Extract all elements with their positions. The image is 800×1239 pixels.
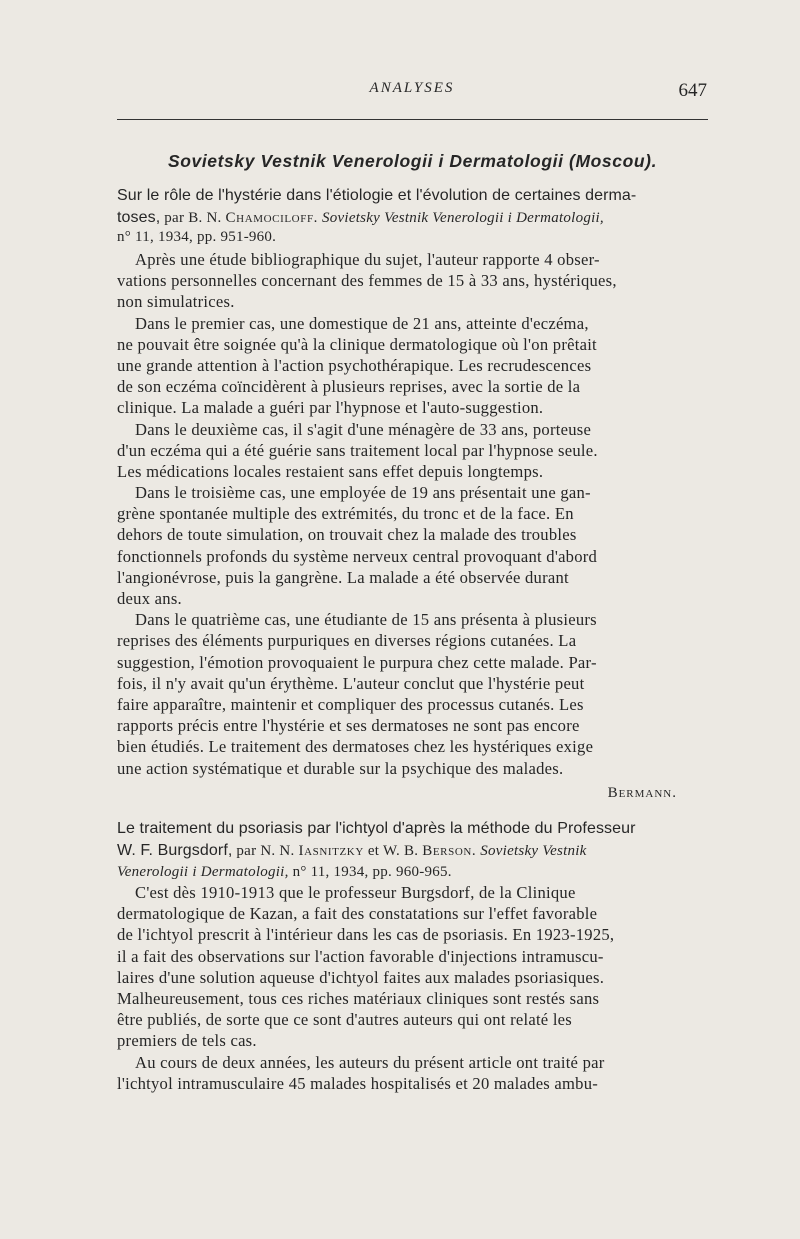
- body-line: vations personnelles concernant des femmes de 15 à 33 ans, hystériques,: [117, 271, 617, 291]
- body-line: grène spontanée multiple des extrémités, du tronc et de la face. En: [117, 504, 574, 524]
- body-line: C'est dès 1910-1913 que le professeur Burgsdorf, de la Clinique: [135, 883, 576, 902]
- article-1-signature: Bermann.: [607, 785, 677, 801]
- body-line: d'un eczéma qui a été guérie sans traitement local par l'hypnose seule.: [117, 440, 598, 460]
- article-1-title-end: toses,: [117, 209, 161, 227]
- body-line: non simulatrices.: [117, 292, 235, 312]
- body-line: reprises des éléments purpuriques en diverses régions cutanées. La: [117, 631, 577, 651]
- body-line: Après une étude bibliographique du sujet, l'auteur rapporte 4 obser-: [135, 250, 600, 269]
- body-line: ne pouvait être soignée qu'à la clinique dermatologique où l'on prêtait: [117, 334, 597, 354]
- article-1-title-line-1: Sur le rôle de l'hystérie dans l'étiologie et l'évolution de certaines derma-: [117, 187, 637, 204]
- body-line: être publiés, de sorte que ce sont d'autres auteurs qui ont relaté les: [117, 1010, 573, 1030]
- article-2-et: et W. B.: [363, 843, 423, 860]
- body-line: Dans le quatrième cas, une étudiante de 15 ans présenta à plusieurs: [135, 610, 597, 630]
- article-2-title-line-1: Le traitement du psoriasis par l'ichtyol d'après la méthode du Professeur: [117, 820, 636, 837]
- body-line: Malheureusement, tous ces riches matériaux cliniques sont restés sans: [117, 988, 600, 1008]
- article-2-body: [117, 882, 729, 1094]
- article-1-body: [117, 249, 729, 779]
- body-line: l'ichtyol intramusculaire 45 malades hospitalisés et 20 malades ambu-: [117, 1073, 599, 1093]
- body-line: bien étudiés. Le traitement des dermatoses chez les hystériques exige: [117, 737, 594, 757]
- running-title: ANALYSES: [369, 80, 455, 96]
- article-1-signature-wrap: [117, 783, 729, 804]
- article-2-citation: n° 11, 1934, pp. 960-965.: [288, 864, 452, 881]
- article-2-author-2: Berson.: [422, 843, 477, 860]
- article-1-par: par B. N.: [160, 210, 226, 227]
- body-line: Au cours de deux années, les auteurs du présent article ont traité par: [135, 1052, 605, 1072]
- running-header: [117, 80, 707, 106]
- body-line: Les médications locales restaient sans effet depuis longtemps.: [117, 461, 544, 481]
- body-line: il a fait des observations sur l'action favorable d'injections intramuscu-: [117, 946, 604, 966]
- article-1-heading: [117, 185, 729, 249]
- article-1-title-line-2: [117, 206, 729, 227]
- body-line: Dans le troisième cas, une employée de 19 ans présentait une gan-: [135, 483, 591, 503]
- article-2-par: par N. N.: [232, 843, 299, 860]
- article-2-title-line-3: [117, 860, 729, 881]
- body-line: Dans le deuxième cas, il s'agit d'une ménagère de 33 ans, porteuse: [135, 419, 592, 439]
- body-line: faire apparaître, maintenir et compliquer des processus cutanés. Les: [117, 694, 584, 714]
- body-line: deux ans.: [117, 589, 182, 608]
- body-line: rapports précis entre l'hystérie et ses dermatoses ne sont pas encore: [117, 716, 580, 736]
- page-number: 647: [678, 80, 707, 101]
- article-2-heading: [117, 818, 729, 882]
- body-line: l'angionévrose, puis la gangrène. La malade a été observée durant: [117, 567, 569, 587]
- article-1-journal: Sovietsky Vestnik Venerologii i Dermatologii,: [318, 210, 604, 227]
- body-line: Dans le premier cas, une domestique de 21 ans, atteinte d'eczéma,: [135, 313, 589, 333]
- body-line: fonctionnels profonds du système nerveux central provoquant d'abord: [117, 546, 598, 566]
- article-2-professor: W. F. Burgsdorf,: [117, 842, 233, 860]
- article-2-author-1: Iasnitzky: [298, 843, 364, 860]
- body-line: de l'ichtyol prescrit à l'intérieur dans les cas de psoriasis. En 1923-1925,: [117, 925, 615, 945]
- article-2-journal: Sovietsky Vestnik: [476, 843, 587, 860]
- body-line: laires d'une solution aqueuse d'ichtyol faites aux malades psoriasiques.: [117, 967, 605, 987]
- body-line: dehors de toute simulation, on trouvait chez la malade des troubles: [117, 525, 577, 545]
- body-line: premiers de tels cas.: [117, 1031, 257, 1051]
- body-line: une action systématique et durable sur la psychique des malades.: [117, 758, 564, 778]
- article-2-journal-cont: Venerologii i Dermatologii,: [117, 864, 289, 881]
- article-1-citation: n° 11, 1934, pp. 951-960.: [117, 229, 277, 246]
- body-line: fois, il n'y avait qu'un érythème. L'auteur conclut que l'hystérie peut: [117, 673, 585, 693]
- body-line: dermatologique de Kazan, a fait des constatations sur l'effet favorable: [117, 904, 598, 924]
- body-line: clinique. La malade a guéri par l'hypnose et l'auto-suggestion.: [117, 398, 544, 418]
- article-2-title-line-2: [117, 839, 729, 860]
- journal-title: Sovietsky Vestnik Venerologii i Dermatologii (Moscou).: [167, 151, 658, 171]
- header-rule: [117, 119, 708, 120]
- body-line: une grande attention à l'action psychothérapique. Les recrudescences: [117, 355, 592, 375]
- body-line: suggestion, l'émotion provoquaient le purpura chez cette malade. Par-: [117, 652, 597, 672]
- body-line: de son eczéma coïncidèrent à plusieurs reprises, avec la sortie de la: [117, 377, 581, 397]
- article-1-author: Chamociloff.: [225, 210, 319, 227]
